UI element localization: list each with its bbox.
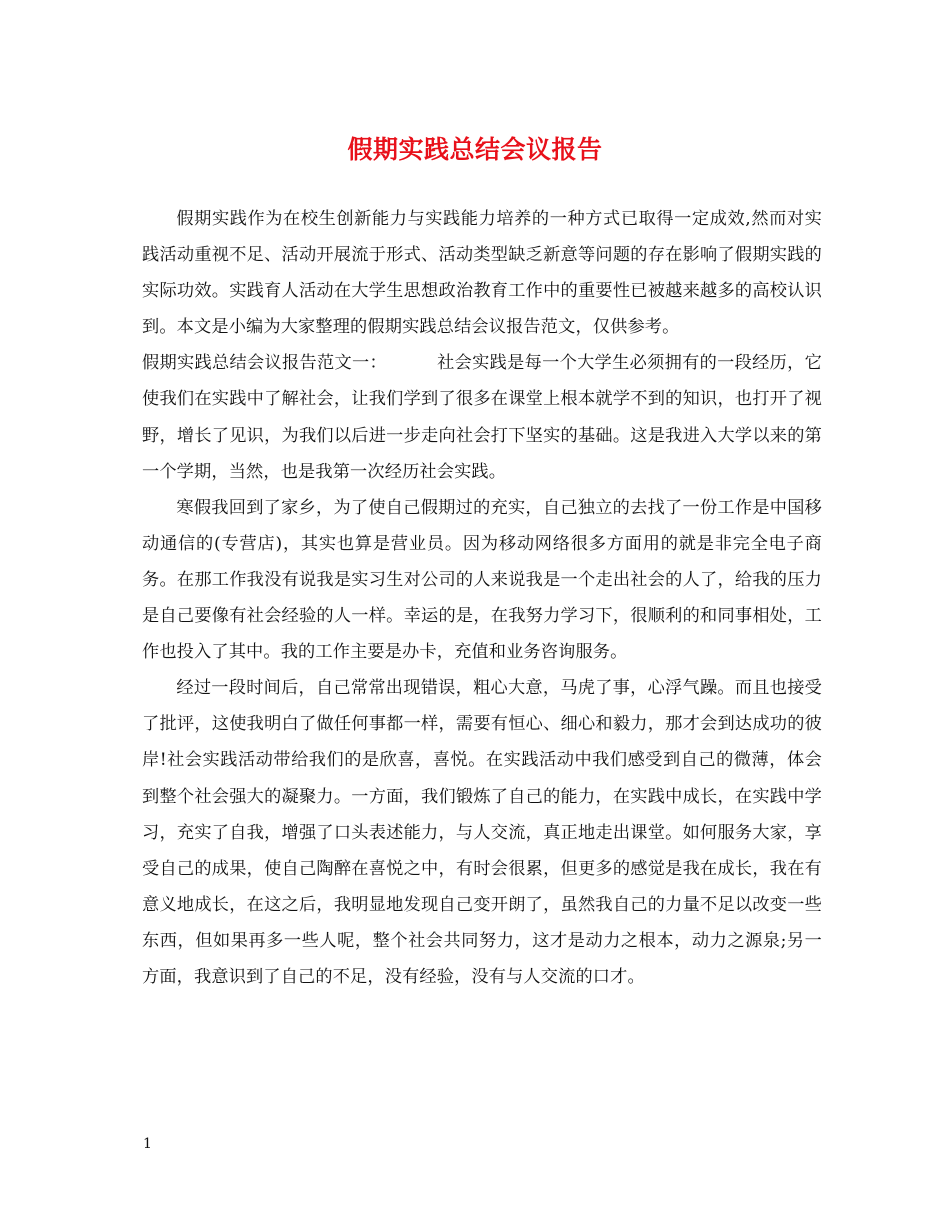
document-title: 假期实践总结会议报告	[347, 135, 603, 164]
sample-paragraph-1-text: 社会实践是每一个大学生必须拥有的一段经历，它使我们在实践中了解社会，让我们学到了很多在课堂上根本就学不到的知识，也打开了视野，增长了见识，为我们以后进一步走向社会打下坚实的基础。这是我进入大学以来的第一个学期，当然，也是我第一次经历社会实践。	[142, 353, 822, 482]
page-number: 1	[143, 1136, 152, 1152]
sample-heading: 假期实践总结会议报告范文一：	[142, 353, 387, 374]
sample-paragraph-3: 经过一段时间后，自己常常出现错误，粗心大意，马虎了事，心浮气躁。而且也接受了批评，这使我明白了做任何事都一样，需要有恒心、细心和毅力，那才会到达成功的彼岸!社会实践活动带给我们的是欣喜，喜悦。在实践活动中我们感受到自己的微薄，体会到整个社会强大的凝聚力。一方面，我们锻炼了自己的能力，在实践中成长，在实践中学习，充实了自我，增强了口头表述能力，与人交流，真正地走出课堂。如何服务大家，享受自己的成果，使自己陶醉在喜悦之中，有时会很累，但更多的感觉是我在成长，我在有意义地成长，在这之后，我明显地发现自己变开朗了，虽然我自己的力量不足以改变一些东西，但如果再多一些人呢，整个社会共同努力，这才是动力之根本，动力之源泉;另一方面，我意识到了自己的不足，没有经验，没有与人交流的口才。	[142, 678, 822, 987]
sample-first-paragraph	[142, 345, 822, 489]
sample-paragraph-2: 寒假我回到了家乡，为了使自己假期过的充实，自己独立的去找了一份工作是中国移动通信的(专营店)，其实也算是营业员。因为移动网络很多方面用的就是非完全电子商务。在那工作我没有说我是实习生对公司的人来说我是一个走出社会的人了，给我的压力是自己要像有社会经验的人一样。幸运的是，在我努力学习下，很顺利的和同事相处，工作也投入了其中。我的工作主要是办卡，充值和业务咨询服务。	[142, 497, 822, 663]
intro-paragraph: 假期实践作为在校生创新能力与实践能力培养的一种方式已取得一定成效,然而对实践活动重视不足、活动开展流于形式、活动类型缺乏新意等问题的存在影响了假期实践的实际功效。实践育人活动在大学生思想政治教育工作中的重要性已被越来越多的高校认识到。本文是小编为大家整理的假期实践总结会议报告范文，仅供参考。	[142, 209, 822, 338]
document-body	[142, 201, 822, 995]
